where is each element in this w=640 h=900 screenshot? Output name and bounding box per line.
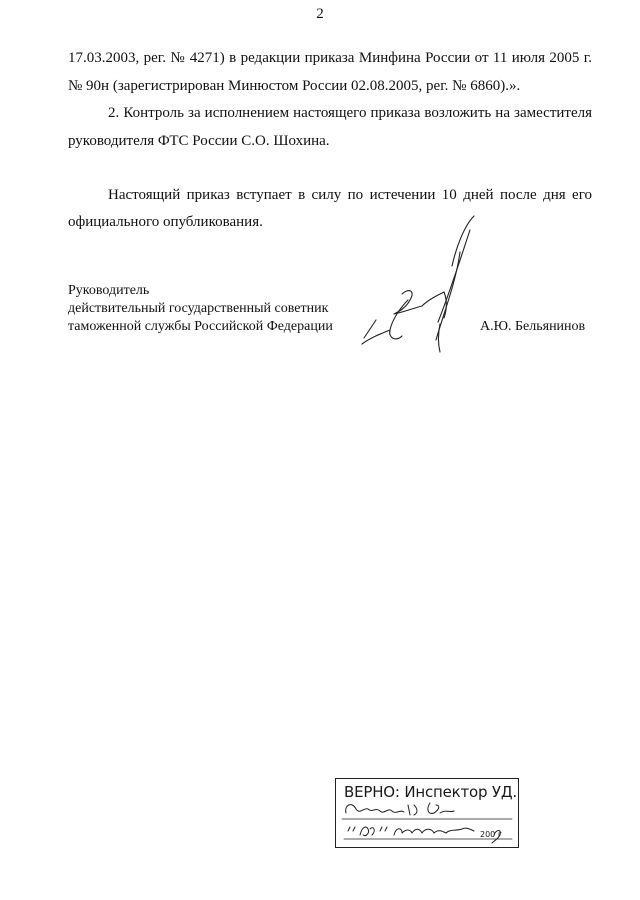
handwritten-signature-icon <box>352 212 482 357</box>
paragraph-1-line-1: 17.03.2003, рег. № 4271) в редакции приказа Минфина России от 11 июля 2005 г. <box>68 50 592 66</box>
signer-title-line-1: Руководитель <box>68 283 150 298</box>
paragraph-2-line-1: 2. Контроль за исполнением настоящего приказа возложить на заместителя <box>108 105 592 121</box>
paragraph-3-line-1: Настоящий приказ вступает в силу по истечении 10 дней после дня его <box>108 187 592 203</box>
paragraph-3-line-2: официального опубликования. <box>68 214 263 230</box>
paragraph-2-line-2: руководителя ФТС России С.О. Шохина. <box>68 133 330 149</box>
signer-name: А.Ю. Бельянинов <box>480 319 586 334</box>
page-number: 2 <box>316 6 324 22</box>
stamp-header: ВЕРНО: Инспектор УД. <box>344 783 517 801</box>
paragraph-1-line-2: № 90н (зарегистрирован Минюстом России 02.08.2005, рег. № 6860).». <box>68 78 521 94</box>
signer-title-line-3: таможенной службы Российской Федерации <box>68 319 333 334</box>
signer-title-line-2: действительный государственный советник <box>68 301 329 316</box>
certification-stamp <box>335 778 519 848</box>
stamp-year: 200 г <box>480 830 503 839</box>
